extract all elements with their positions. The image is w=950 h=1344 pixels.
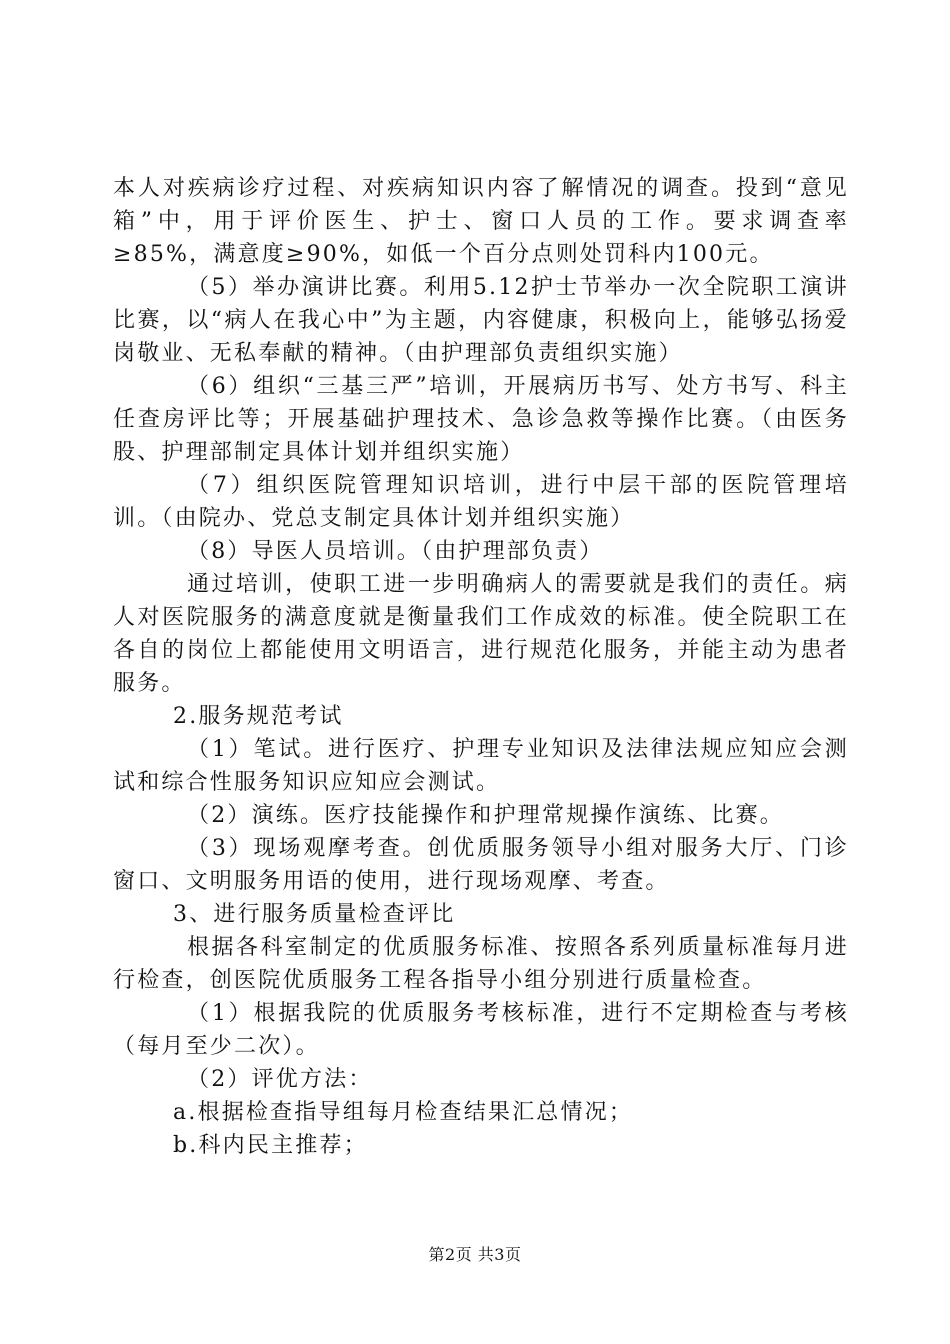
document-body bbox=[113, 172, 849, 1162]
paragraph-three-basics-training: （6）组织“三基三严”培训，开展病历书写、处方书写、科主任查房评比等；开展基础护理技术、急诊急救等操作比赛。（由医务股、护理部制定具体计划并组织实施） bbox=[113, 374, 849, 465]
paragraph-irregular-check: （1）根据我院的优质服务考核标准，进行不定期检查与考核（每月至少二次）。 bbox=[113, 1001, 849, 1059]
section-heading-service-exam: 2.服务规范考试 bbox=[173, 704, 344, 729]
paragraph-evaluation-method: （2）评优方法： bbox=[187, 1067, 373, 1092]
section-heading-quality-check: 3、进行服务质量检查评比 bbox=[173, 902, 456, 927]
paragraph-drill: （2）演练。医疗技能操作和护理常规操作演练、比赛。 bbox=[187, 803, 784, 828]
paragraph-guide-training: （8）导医人员培训。（由护理部负责） bbox=[187, 539, 604, 564]
paragraph-speech-contest: （5）举办演讲比赛。利用5.12护士节举办一次全院职工演讲比赛，以“病人在我心中”为主题，内容健康，积极向上，能够弘扬爱岗敬业、无私奉献的精神。（由护理部负责组织实施） bbox=[113, 275, 849, 366]
page-number-footer: 第2页 共3页 bbox=[428, 1245, 522, 1264]
list-item-b: b.科内民主推荐； bbox=[173, 1133, 368, 1158]
list-item-a: a.根据检查指导组每月检查结果汇总情况； bbox=[173, 1100, 634, 1125]
paragraph-site-observation: （3）现场观摩考查。创优质服务领导小组对服务大厅、门诊窗口、文明服务用语的使用，进行现场观摩、考查。 bbox=[113, 836, 849, 894]
paragraph-written-exam: （1）笔试。进行医疗、护理专业知识及法律法规应知应会测试和综合性服务知识应知应会测试。 bbox=[113, 737, 849, 795]
paragraph-management-training: （7）组织医院管理知识培训，进行中层干部的医院管理培训。（由院办、党总支制定具体计划并组织实施） bbox=[113, 473, 849, 531]
paragraph-training-summary: 通过培训，使职工进一步明确病人的需要就是我们的责任。病人对医院服务的满意度就是衡量我们工作成效的标准。使全院职工在各自的岗位上都能使用文明语言，进行规范化服务，并能主动为患者服务。 bbox=[113, 572, 849, 696]
paragraph-monthly-check: 根据各科室制定的优质服务标准、按照各系列质量标准每月进行检查，创医院优质服务工程各指导小组分别进行质量检查。 bbox=[113, 935, 849, 993]
paragraph-survey-continued: 本人对疾病诊疗过程、对疾病知识内容了解情况的调查。投到“意见箱”中，用于评价医生、护士、窗口人员的工作。要求调查率≥85%，满意度≥90%，如低一个百分点则处罚科内100元。 bbox=[113, 176, 849, 267]
